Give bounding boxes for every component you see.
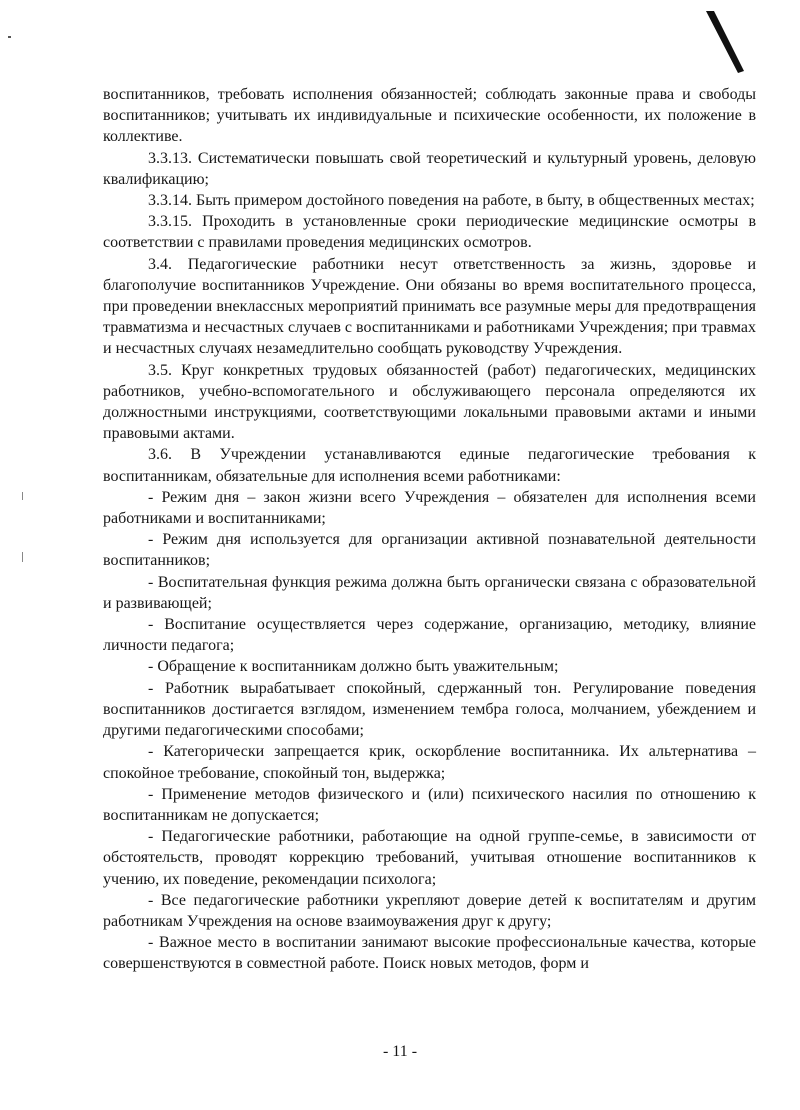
margin-tick xyxy=(22,552,23,562)
paragraph: воспитанников, требовать исполнения обязанностей; соблюдать законные права и свободы воспитанников; учитывать их индивидуальные и психические особенности, их положение в коллективе. xyxy=(103,86,756,146)
corner-pen-mark xyxy=(700,5,750,75)
paragraph: - Педагогические работники, работающие на одной группе-семье, в зависимости от обстоятельств, проводят коррекцию требований, учитывая отношение воспитанников к учению, их поведение, рекомендации психолога; xyxy=(103,828,756,888)
paragraph: - Воспитание осуществляется через содержание, организацию, методику, влияние личности педагога; xyxy=(103,616,756,655)
paragraph: 3.6. В Учреждении устанавливаются единые педагогические требования к воспитанникам, обязательные для исполнения всеми работниками: xyxy=(103,446,756,485)
document-body xyxy=(103,84,756,975)
paragraph: 3.3.13. Систематически повышать свой теоретический и культурный уровень, деловую квалификацию; xyxy=(103,149,756,188)
paragraph: - Категорически запрещается крик, оскорбление воспитанника. Их альтернатива – спокойное требование, спокойный тон, выдержка; xyxy=(103,743,756,782)
paragraph: - Воспитательная функция режима должна быть органически связана с образовательной и развивающей; xyxy=(103,573,756,612)
margin-tick xyxy=(22,492,23,500)
paragraph: 3.3.15. Проходить в установленные сроки периодические медицинские осмотры в соответствии с правилами проведения медицинских осмотров. xyxy=(103,213,756,252)
paragraph: - Работник вырабатывает спокойный, сдержанный тон. Регулирование поведения воспитанников достигается взглядом, изменением тембра голоса, молчанием, убеждением и другими педагогическими способами; xyxy=(103,679,756,740)
paragraph: - Обращение к воспитанникам должно быть уважительным; xyxy=(148,658,559,676)
paragraph: - Применение методов физического и (или) психического насилия по отношению к воспитанникам не допускается; xyxy=(103,785,756,824)
paragraph: - Все педагогические работники укрепляют доверие детей к воспитателям и другим работникам Учреждения на основе взаимоуважения друг к другу; xyxy=(103,891,756,930)
paragraph: 3.5. Круг конкретных трудовых обязанностей (работ) педагогических, медицинских работников, учебно-вспомогательного и обслуживающего персонала определяются их должностными инструкциями, соответствующими локальными правовыми актами и иными правовыми актами. xyxy=(103,361,756,443)
paragraph: - Режим дня – закон жизни всего Учреждения – обязателен для исполнения всеми работниками и воспитанниками; xyxy=(103,488,756,528)
paragraph: 3.4. Педагогические работники несут ответственность за жизнь, здоровье и благополучие воспитанников Учреждение. Они обязаны во время воспитательного процесса, при проведении внеклассных мероприятий принимать все разумные меры для предотвращения травматизма и несчастных случаев с воспитанниками и работниками Учреждения; при травмах и несчастных случаях незамедлительно сообщать руководству Учреждения. xyxy=(103,255,756,358)
margin-dot xyxy=(8,36,11,38)
paragraph: 3.3.14. Быть примером достойного поведения на работе, в быту, в общественных местах; xyxy=(148,192,755,210)
paragraph: - Важное место в воспитании занимают высокие профессиональные качества, которые совершенствуются в совместной работе. Поиск новых методов, форм и xyxy=(103,934,756,973)
paragraph: - Режим дня используется для организации активной познавательной деятельности воспитанников; xyxy=(103,531,756,570)
page-number: - 11 - xyxy=(382,1043,418,1060)
